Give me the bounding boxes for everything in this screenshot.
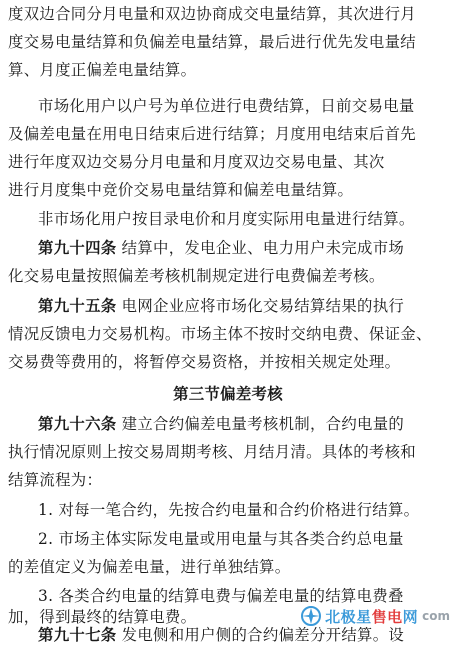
article-number: 第九十七条 (38, 626, 117, 644)
paragraph-line: 情况反馈电力交易机构。市场主体不按时交纳电费、保证金、 (8, 325, 432, 343)
article-95: 第九十五条 电网企业应将市场化交易结算结果的执行 (38, 297, 405, 315)
paragraph-line: 非市场化用户按目录电价和月度实际用电量进行结算。 (38, 210, 415, 228)
paragraph-line: 进行月度集中竞价交易电量结算和偏差电量结算。 (8, 181, 354, 199)
paragraph-line: 进行年度双边交易分月电量和月度双边交易电量、其次 (8, 153, 385, 171)
paragraph-line: 交易费等费用的，将暂停交易资格，并按相关规定处理。 (8, 353, 401, 371)
list-item: 3. 各类合约电量的结算电费与偏差电量的结算电费叠 (38, 587, 404, 605)
list-item: 2. 市场主体实际发电量或用电量与其各类合约总电量 (38, 530, 404, 548)
paragraph-line: 结算流程为： (8, 471, 103, 489)
article-number: 第九十五条 (38, 297, 117, 315)
article-96: 第九十六条 建立合约偏差电量考核机制，合约电量的 (38, 415, 405, 433)
paragraph-line: 的差值定义为偏差电量，进行单独结算。 (8, 558, 291, 576)
watermark (301, 603, 450, 629)
paragraph-line: 化交易电量按照偏差考核机制规定进行电费偏差考核。 (8, 267, 385, 285)
paragraph-line: 执行情况原则上按交易周期考核、月结月清。具体的考核和 (8, 443, 416, 461)
article-number: 第九十六条 (38, 415, 117, 433)
article-97: 第九十七条 发电侧和用户侧的合约偏差分开结算。设 (38, 626, 405, 644)
article-94: 第九十四条 结算中，发电企业、电力用户未完成市场 (38, 239, 405, 257)
section-heading: 第三节偏差考核 (173, 385, 283, 403)
watermark-domain: com (422, 609, 450, 623)
north-star-logo-icon (301, 606, 321, 626)
paragraph-line: 及偏差电量在用电日结束后进行结算；月度用电结束后首先 (8, 125, 416, 143)
watermark-text: 北极星售电网 (325, 607, 419, 626)
paragraph-line: 度双边合同分月电量和双边协商成交电量结算，其次进行月 (8, 5, 416, 23)
list-item: 1. 对每一笔合约，先按合约电量和合约价格进行结算。 (38, 501, 420, 519)
paragraph-line: 算、月度正偏差电量结算。 (8, 61, 197, 79)
paragraph-line: 度交易电量结算和负偏差电量结算，最后进行优先发电量结 (8, 33, 416, 51)
article-number: 第九十四条 (38, 239, 117, 257)
paragraph-line: 加，得到最终的结算电费。 (8, 608, 197, 626)
paragraph-line: 市场化用户以户号为单位进行电费结算，日前交易电量 (38, 97, 415, 115)
